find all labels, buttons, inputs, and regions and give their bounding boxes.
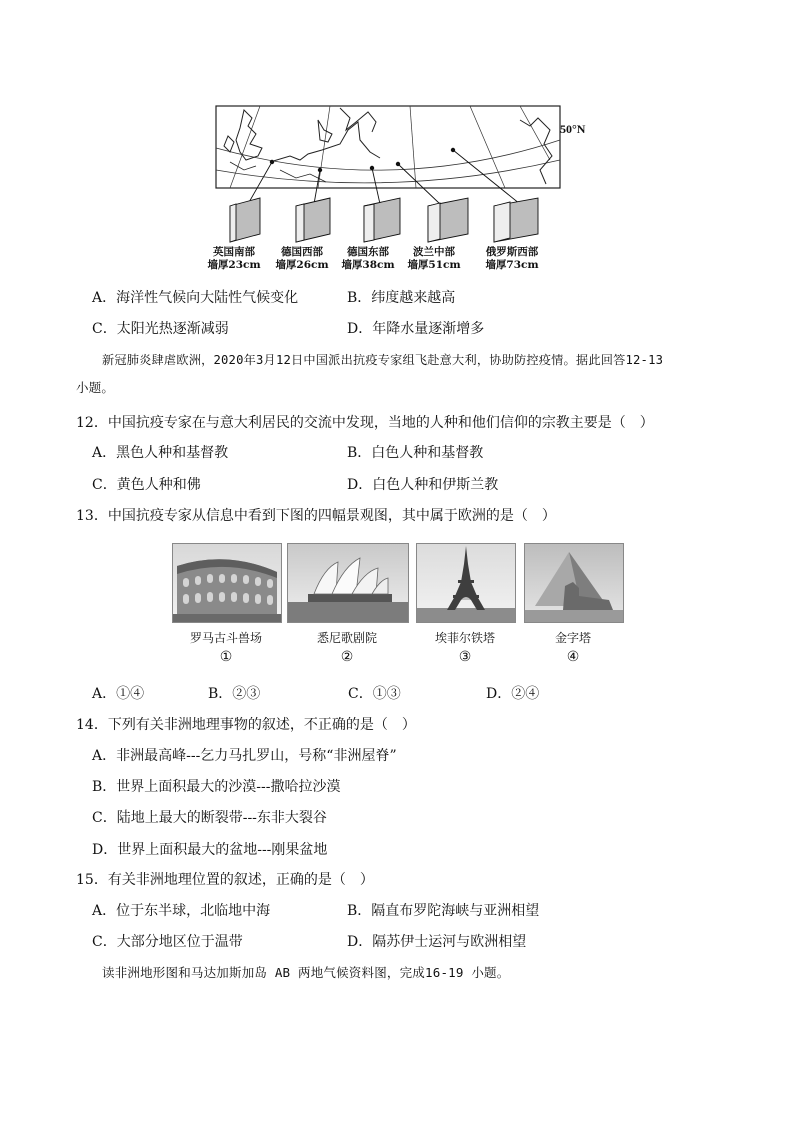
q12-option-b: B．白色人种和基督教 [347,445,484,461]
photo-number-2: ② [340,649,354,665]
wall-label-east-germany: 德国东部 墙厚38cm [341,246,395,271]
q13-stem: 13．中国抗疫专家从信息中看到下图的四幅景观图，其中属于欧洲的是（ ） [76,508,556,524]
q11-option-a: A．海洋性气候向大陆性气候变化 [92,290,299,306]
eiffel-tower-photo [416,543,516,623]
colosseum-photo [172,543,282,623]
q12-option-c: C．黄色人种和佛 [92,477,201,493]
intro-12-13-line1: 新冠肺炎肆虐欧洲，2020年3月12日中国派出抗疫专家组飞赴意大利，协助防控疫情。据此回答12-13 [102,353,664,367]
q13-option-c: C．①③ [348,686,401,702]
photo-caption-4: 金字塔 [554,631,591,645]
pyramid-photo [524,543,624,623]
q11-option-c: C．太阳光热逐渐减弱 [92,321,229,337]
q12-option-d: D．白色人种和伊斯兰教 [347,477,499,493]
q14-option-a: A．非洲最高峰---乞力马扎罗山，号称“非洲屋脊” [92,748,397,764]
q14-option-b: B．世界上面积最大的沙漠---撒哈拉沙漠 [92,779,341,795]
q15-option-a: A．位于东半球，北临地中海 [92,903,271,919]
wall-label-uk: 英国南部 墙厚23cm [207,246,261,271]
intro-12-13-line2: 小题。 [76,380,115,395]
wall-label-west-germany: 德国西部 墙厚26cm [275,246,329,271]
q13-option-b: B．②③ [208,686,261,702]
q13-option-d: D．②④ [486,686,540,702]
q15-stem: 15．有关非洲地理位置的叙述，正确的是（ ） [76,872,374,888]
intro-16-19: 读非洲地形图和马达加斯加岛 AB 两地气候资料图，完成16-19 小题。 [102,965,510,980]
photo-number-3: ③ [458,649,472,665]
wall-label-russia: 俄罗斯西部 墙厚73cm [485,246,539,271]
q12-option-a: A．黑色人种和基督教 [92,445,229,461]
photo-caption-2: 悉尼歌剧院 [316,631,377,645]
photo-caption-1: 罗马古斗兽场 [189,631,262,645]
sydney-opera-house-photo [287,543,409,623]
wall-thickness-figure [200,100,586,280]
q11-option-b: B．纬度越来越高 [347,290,456,306]
q12-stem: 12．中国抗疫专家在与意大利居民的交流中发现，当地的人种和他们信仰的宗教主要是（ ） [76,415,654,431]
q14-option-c: C．陆地上最大的断裂带---东非大裂谷 [92,810,327,826]
q13-option-a: A．①④ [92,686,145,702]
q15-option-c: C．大部分地区位于温带 [92,934,243,950]
wall-label-poland: 波兰中部 墙厚51cm [407,246,461,271]
q14-option-d: D．世界上面积最大的盆地---刚果盆地 [92,842,328,858]
q11-option-d: D．年降水量逐渐增多 [347,321,485,337]
q15-option-d: D．隔苏伊士运河与欧洲相望 [347,934,527,950]
latitude-label: 50°N [560,122,586,136]
photo-number-4: ④ [566,649,580,665]
q15-option-b: B．隔直布罗陀海峡与亚洲相望 [347,903,540,919]
photo-caption-3: 埃菲尔铁塔 [434,631,495,645]
photo-number-1: ① [219,649,233,665]
q14-stem: 14．下列有关非洲地理事物的叙述，不正确的是（ ） [76,717,416,733]
